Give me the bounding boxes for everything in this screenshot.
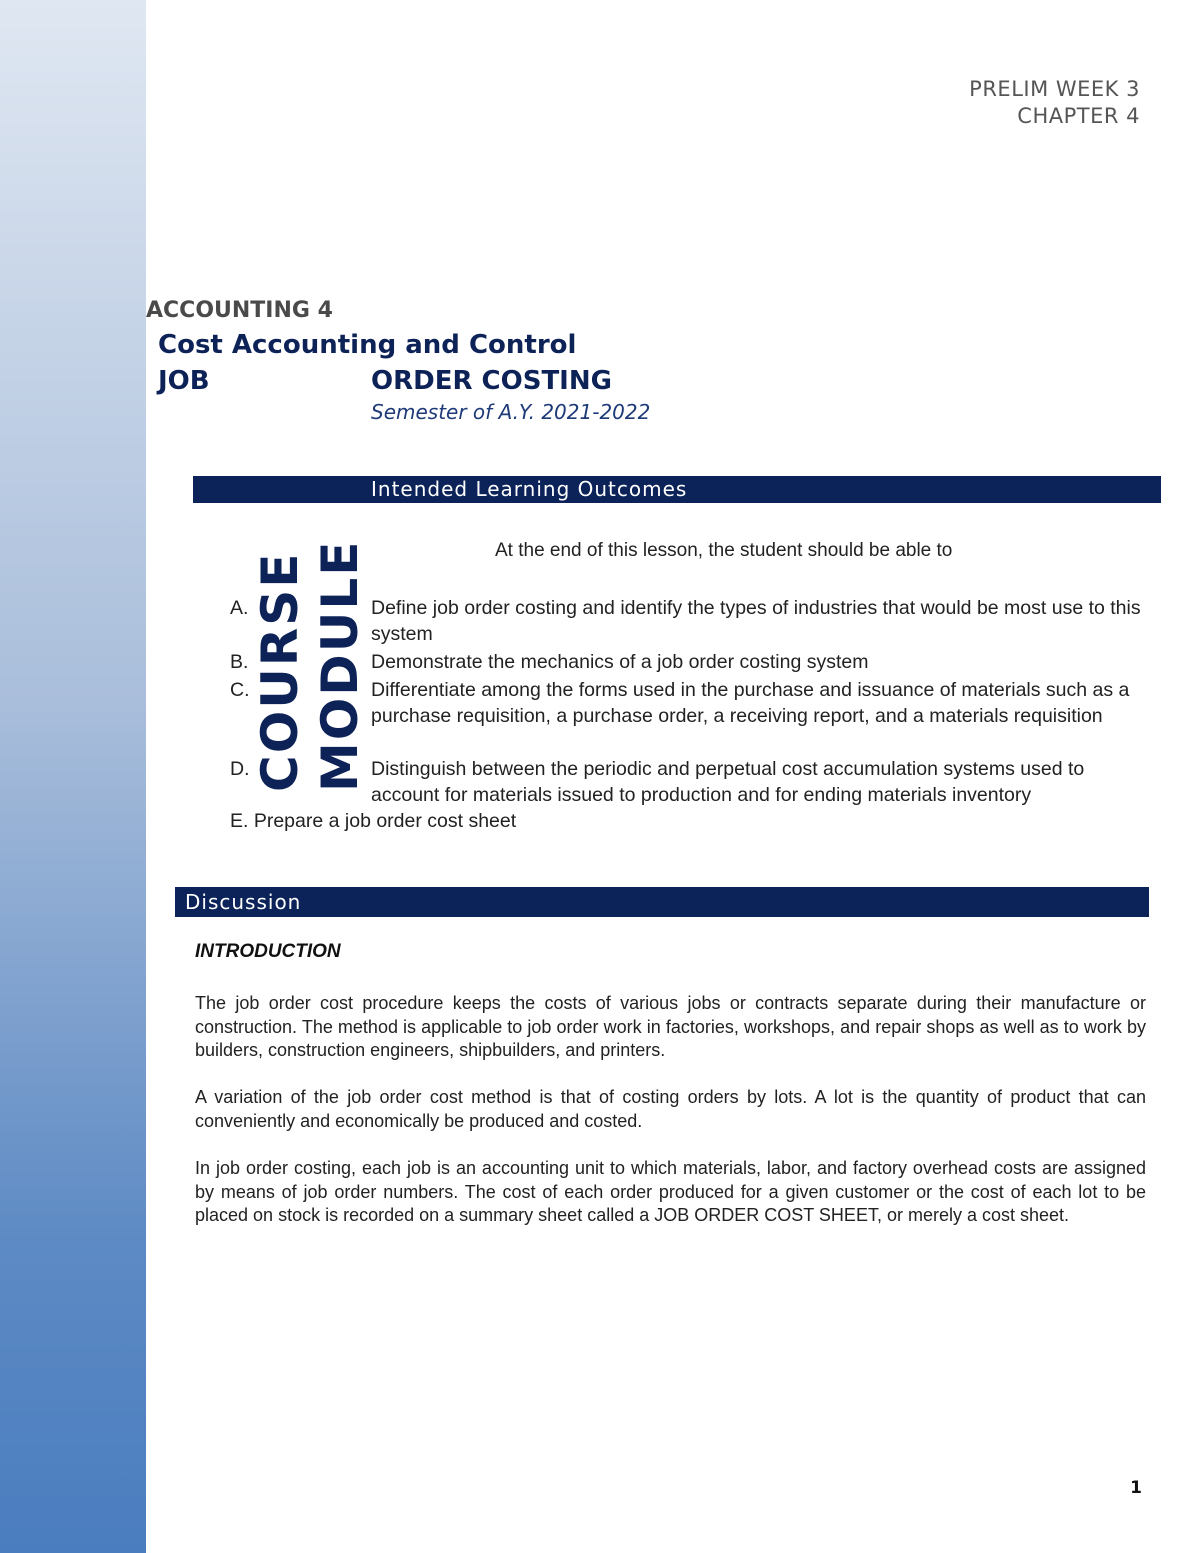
outcome-text: Demonstrate the mechanics of a job order costing system — [371, 651, 869, 673]
header-right — [969, 76, 1140, 130]
outcome-letter: C. — [230, 679, 250, 701]
side-label-course: COURSE — [251, 551, 309, 792]
introduction-heading: INTRODUCTION — [195, 941, 341, 962]
course-code: ACCOUNTING 4 — [146, 298, 333, 323]
semester-label: Semester of A.Y. 2021-2022 — [371, 400, 651, 424]
outcome-text: Differentiate among the forms used in the purchase and issuance of materials such as a purchase requisition, a purchase order, a receiving report, and a materials requisition — [371, 679, 1130, 727]
sidebar-gradient — [0, 0, 146, 1553]
outcome-item-e: E. Prepare a job order cost sheet — [230, 810, 517, 832]
paragraph-text: In job order costing, each job is an accounting unit to which materials, labor, and factory overhead costs are assigned by means of job order numbers. The cost of each order produced for a given customer or the cost of each lot to be placed on stock is recorded on a summary sheet called a JOB ORDER COST SHEET, or merely a cost sheet. — [195, 1158, 1146, 1225]
outcome-letter: A. — [230, 597, 249, 619]
discussion-paragraph-2 — [195, 1086, 1146, 1133]
discussion-heading-bar — [175, 887, 1149, 917]
topic-title-part2: ORDER COSTING — [371, 366, 612, 396]
paragraph-text: The job order cost procedure keeps the costs of various jobs or contracts separate during their manufacture or construction. The method is applicable to job order work in factories, workshops, and repair shops as well as to work by builders, construction engineers, shipbuilders, and printers. — [195, 993, 1146, 1060]
discussion-heading: Discussion — [185, 890, 302, 914]
paragraph-text: A variation of the job order cost method is that of costing orders by lots. A lot is the quantity of product that can conveniently and economically be produced and costed. — [195, 1087, 1146, 1131]
side-label-module: MODULE — [311, 539, 369, 792]
chapter-label: CHAPTER 4 — [1017, 104, 1140, 128]
outcome-text: Define job order costing and identify the types of industries that would be most use to this system — [371, 597, 1141, 645]
outcomes-intro: At the end of this lesson, the student should be able to — [495, 540, 953, 561]
outcome-letter: D. — [230, 758, 250, 780]
page-number: 1 — [1130, 1478, 1142, 1498]
outcomes-heading: Intended Learning Outcomes — [371, 477, 688, 501]
topic-title-part1: JOB — [158, 366, 210, 396]
week-label: PRELIM WEEK 3 — [969, 77, 1140, 101]
outcomes-heading-bar — [193, 476, 1161, 503]
outcome-letter: B. — [230, 651, 249, 673]
discussion-paragraph-3 — [195, 1157, 1146, 1228]
discussion-paragraph-1 — [195, 992, 1146, 1063]
outcome-text: Distinguish between the periodic and perpetual cost accumulation systems used to account for materials issued to production and for ending materials inventory — [371, 758, 1085, 806]
course-title: Cost Accounting and Control — [158, 330, 577, 360]
